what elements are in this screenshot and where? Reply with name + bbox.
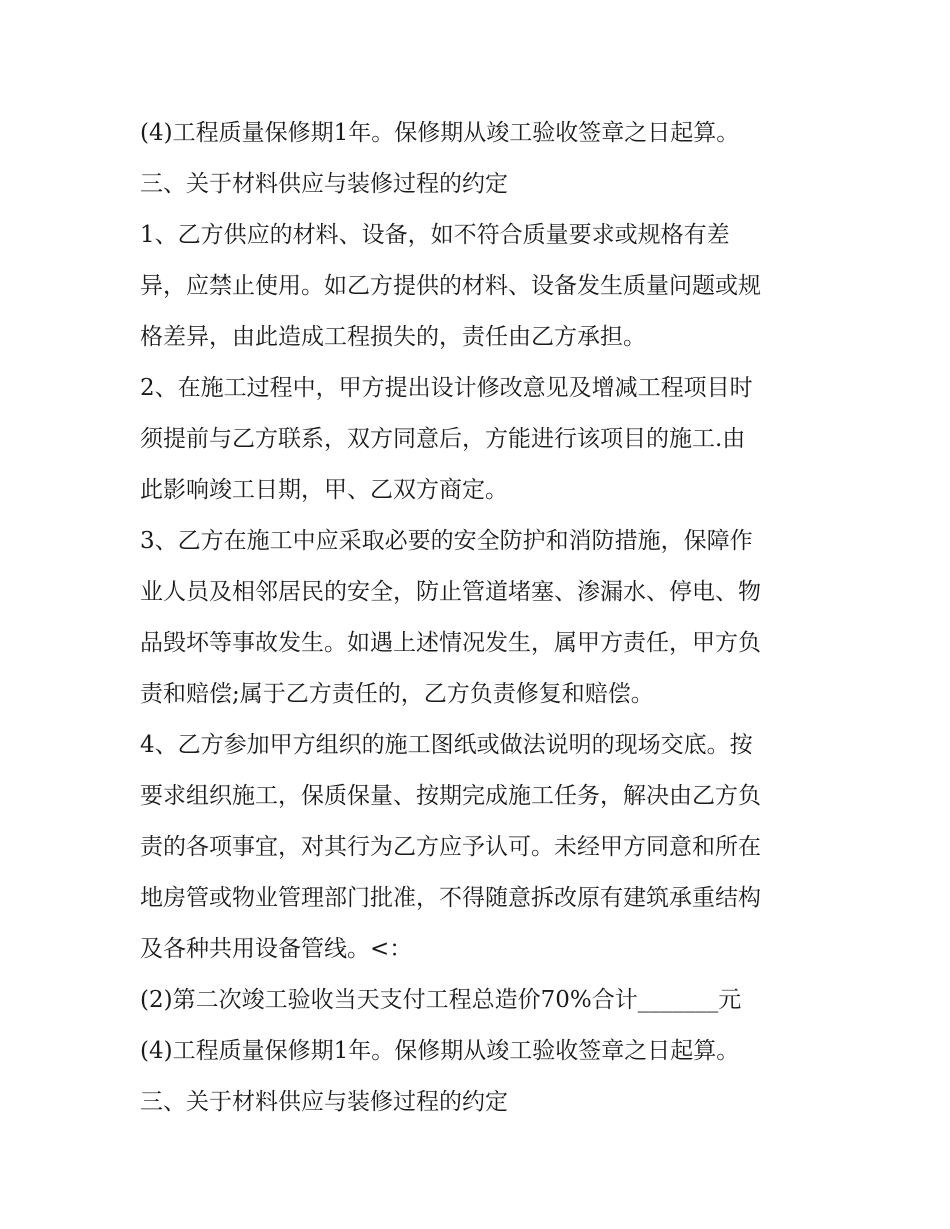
text-line: 品毁坏等事故发生。如遇上述情况发生，属甲方责任，甲方负: [140, 630, 761, 656]
text-line: 要求组织施工，保质保量、按期完成施工任务，解决由乙方负: [140, 783, 761, 809]
text-line: 及各种共用设备管线。<：: [140, 936, 413, 962]
text-line: 1、乙方供应的材料、设备，如不符合质量要求或规格有差: [140, 222, 730, 248]
text-line: 须提前与乙方联系，双方同意后，方能进行该项目的施工.由: [140, 426, 746, 452]
text-line: (4)工程质量保修期1年。保修期从竣工验收签章之日起算。: [140, 120, 740, 146]
text-line: 4、乙方参加甲方组织的施工图纸或做法说明的现场交底。按: [140, 732, 753, 758]
text-line: 3、乙方在施工中应采取必要的安全防护和消防措施，保障作: [140, 528, 753, 554]
text-line: 责和赔偿;属于乙方责任的，乙方负责修复和赔偿。: [140, 681, 654, 707]
text-line: 此影响竣工日期，甲、乙双方商定。: [140, 477, 508, 503]
text-line: 异，应禁止使用。如乙方提供的材料、设备发生质量问题或规: [140, 273, 761, 299]
text-line: 格差异，由此造成工程损失的，责任由乙方承担。: [140, 324, 646, 350]
document-body: [140, 108, 820, 1128]
text-line: 业人员及相邻居民的安全，防止管道堵塞、渗漏水、停电、物: [140, 579, 761, 605]
text-line: 2、在施工过程中，甲方提出设计修改意见及增减工程项目时: [140, 375, 753, 401]
text-line: 责的各项事宜，对其行为乙方应予认可。未经甲方同意和所在: [140, 834, 761, 860]
text-line: (2)第二次竣工验收当天支付工程总造价70%合计_______元: [140, 987, 742, 1013]
text-line: (4)工程质量保修期1年。保修期从竣工验收签章之日起算。: [140, 1038, 740, 1064]
text-line: 地房管或物业管理部门批准，不得随意拆改原有建筑承重结构: [140, 885, 761, 911]
section-heading: 三、关于材料供应与装修过程的约定: [140, 1089, 508, 1115]
section-heading: 三、关于材料供应与装修过程的约定: [140, 171, 508, 197]
